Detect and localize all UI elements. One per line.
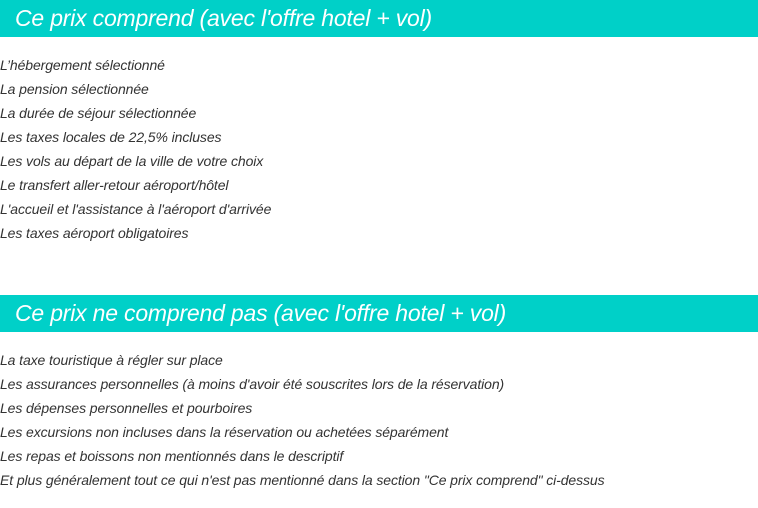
excluded-section-title: Ce prix ne comprend pas (avec l'offre hotel + vol) (0, 295, 758, 332)
excluded-item: Et plus généralement tout ce qui n'est pas mentionné dans la section "Ce prix comprend" ci-dessus (0, 472, 605, 488)
included-item: La durée de séjour sélectionnée (0, 105, 197, 121)
excluded-item: Les repas et boissons non mentionnés dans le descriptif (0, 448, 344, 464)
excluded-item: Les excursions non incluses dans la réservation ou achetées séparément (0, 424, 449, 440)
excluded-item: La taxe touristique à régler sur place (0, 352, 223, 368)
included-item: L'accueil et l'assistance à l'aéroport d'arrivée (0, 201, 272, 217)
included-item: Les taxes aéroport obligatoires (0, 225, 189, 241)
excluded-item: Les assurances personnelles (à moins d'avoir été souscrites lors de la réservation) (0, 376, 505, 392)
included-item: L’hébergement sélectionné (0, 57, 165, 73)
included-item: Les vols au départ de la ville de votre choix (0, 153, 264, 169)
included-item: La pension sélectionnée (0, 81, 149, 97)
excluded-items-list (0, 348, 604, 492)
included-item: Le transfert aller-retour aéroport/hôtel (0, 177, 229, 193)
included-items-list (0, 53, 271, 245)
included-section-title: Ce prix comprend (avec l'offre hotel + vol) (0, 0, 758, 37)
excluded-item: Les dépenses personnelles et pourboires (0, 400, 253, 416)
included-item: Les taxes locales de 22,5% incluses (0, 129, 222, 145)
